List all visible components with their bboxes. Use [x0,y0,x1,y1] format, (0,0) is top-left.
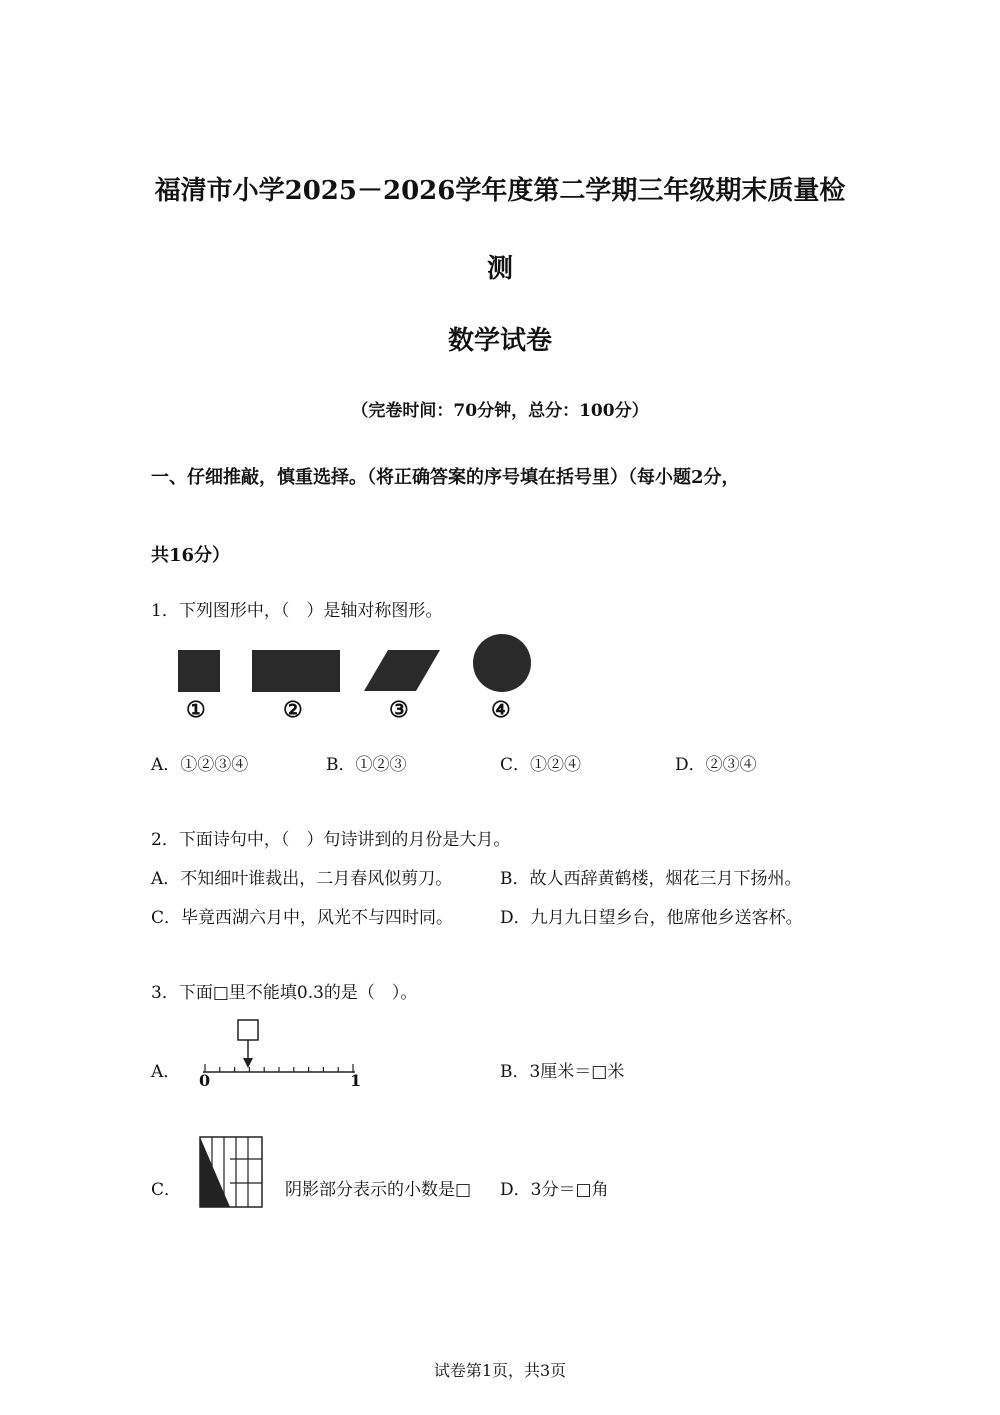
number-line-start-label: 0 [199,1071,211,1090]
parallelogram-shape [364,650,440,691]
circle-shape [473,634,531,692]
q2-option-b[interactable]: B．故人西辞黄鹤楼，烟花三月下扬州。 [500,869,802,889]
shape-label-1: ① [186,697,206,723]
exam-title-line2: 测 [486,254,513,284]
page-footer: 试卷第1页，共3页 [433,1361,567,1380]
q2-option-a[interactable]: A．不知细叶谁裁出，二月春风似剪刀。 [151,869,453,889]
square-shape [178,650,220,692]
rectangle-shape [252,650,340,692]
shaded-grid-figure [198,1135,264,1209]
q3-stem: 3．下面□里不能填0.3的是（ ）。 [151,983,418,1003]
q3-option-b[interactable]: B．3厘米＝□米 [500,1062,625,1082]
exam-info: （完卷时间：70分钟，总分：100分） [351,401,649,421]
shape-label-2: ② [283,697,303,723]
subject-title: 数学试卷 [447,326,552,356]
q1-option-a[interactable]: A．①②③④ [151,755,249,775]
section1-heading: 一、仔细推敲，慎重选择。（将正确答案的序号填在括号里）（每小题2分， [151,467,740,488]
q1-option-b[interactable]: B．①②③ [326,755,407,775]
q3-option-a[interactable]: A． [151,1062,181,1082]
arrow-down-icon [243,1058,253,1068]
answer-box [238,1020,258,1040]
q2-option-c[interactable]: C．毕竟西湖六月中，风光不与四时同。 [151,908,454,928]
section1-heading-cont: 共16分） [151,545,231,566]
q1-stem: 1．下列图形中，（ ）是轴对称图形。 [151,601,443,621]
q2-option-d[interactable]: D．九月九日望乡台，他席他乡送客杯。 [500,908,803,928]
shape-label-4: ④ [491,697,511,723]
q3-option-c-text: 阴影部分表示的小数是□ [285,1180,472,1200]
q3-option-c[interactable]: C． [151,1180,182,1200]
q3-option-d[interactable]: D．3分＝□角 [500,1180,609,1200]
exam-title-line1: 福清市小学2025－2026学年度第二学期三年级期末质量检 [154,176,846,206]
shape-label-3: ③ [389,697,409,723]
number-line-end-label: 1 [350,1071,362,1090]
q2-stem: 2．下面诗句中，（ ）句诗讲到的月份是大月。 [151,830,511,850]
q1-option-d[interactable]: D．②③④ [675,755,757,775]
number-line-figure [195,1016,365,1092]
q1-option-c[interactable]: C．①②④ [500,755,582,775]
